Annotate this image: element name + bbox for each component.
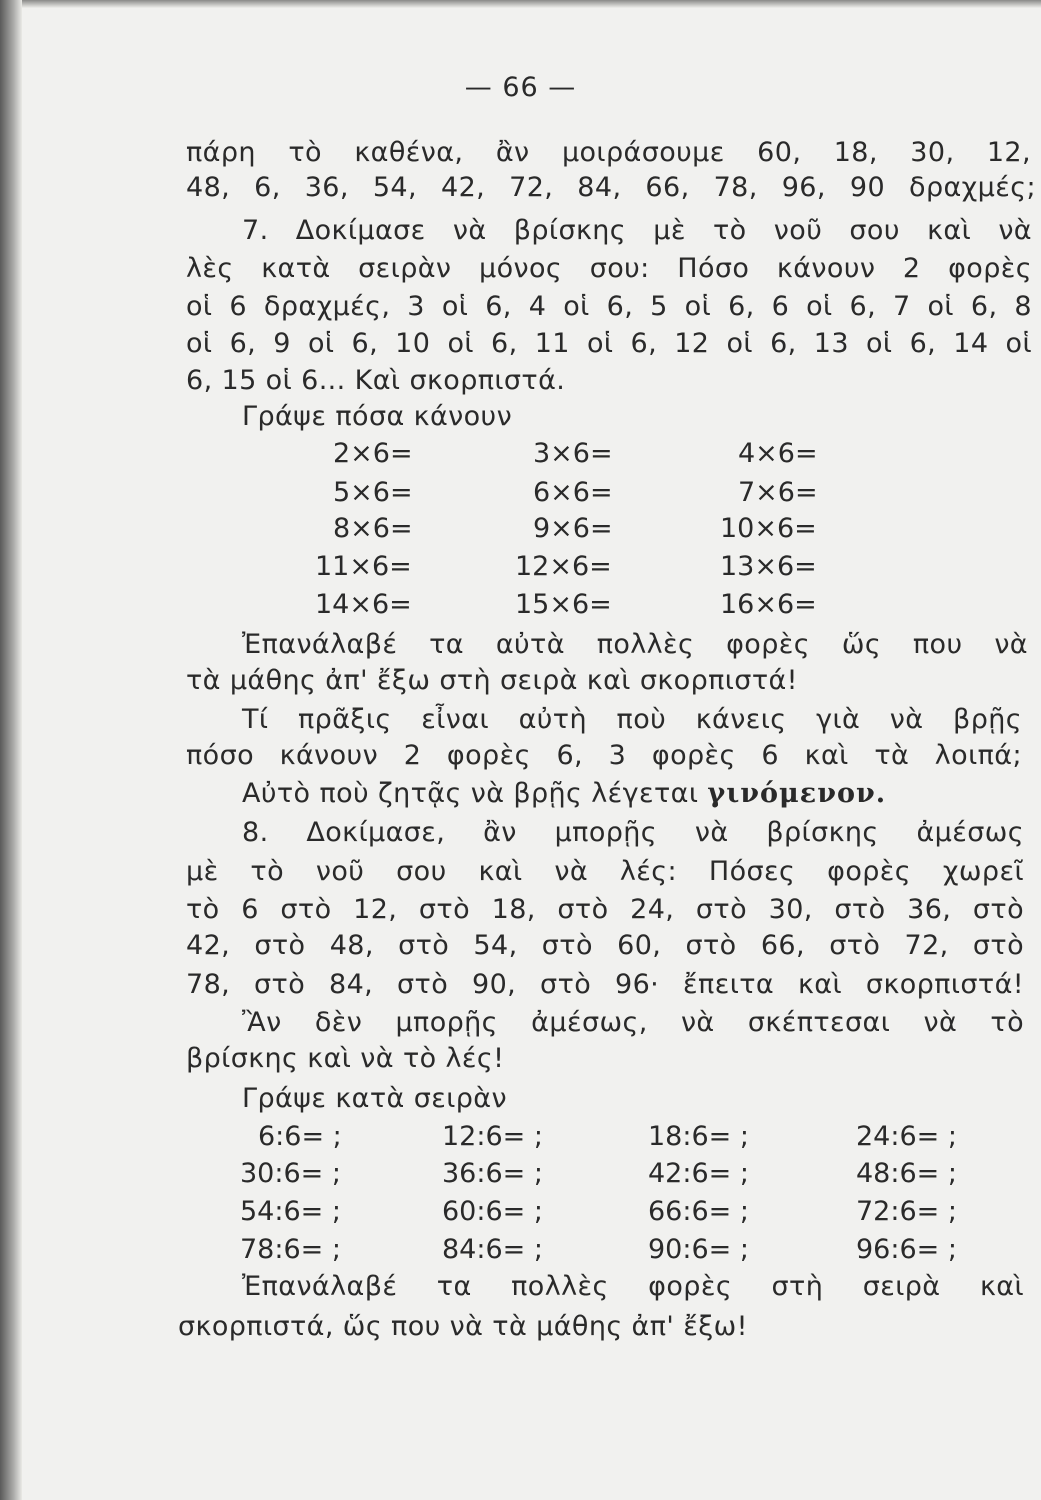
table-cell: 8×6= (333, 513, 413, 544)
text-line: πόσο κάνουν 2 φορὲς 6, 3 φορὲς 6 καὶ τὰ λοιπά; (186, 740, 1022, 771)
table-cell: 60:6= ; (442, 1196, 543, 1227)
table-cell: 78:6= ; (240, 1234, 341, 1265)
text-line: πάρη τὸ καθένα, ἂν μοιράσουμε 60, 18, 30, 12, (186, 137, 1031, 168)
text-line: 48, 6, 36, 54, 42, 72, 84, 66, 78, 96, 90 δραχμές; (186, 172, 1036, 203)
text-line (242, 777, 1032, 811)
text-line: Ἂν δὲν μπορῇς ἀμέσως, νὰ σκέπτεσαι νὰ τὸ (242, 1007, 1024, 1038)
table-cell: 42:6= ; (648, 1158, 749, 1189)
table-cell: 84:6= ; (442, 1234, 543, 1265)
table-cell: 90:6= ; (648, 1234, 749, 1265)
table-cell: 18:6= ; (648, 1121, 749, 1152)
table-cell: 96:6= ; (856, 1234, 957, 1265)
text-line: βρίσκης καὶ νὰ τὸ λές! (186, 1043, 505, 1074)
table-cell: 48:6= ; (856, 1158, 957, 1189)
table-cell: 24:6= ; (856, 1121, 957, 1152)
text-line: λὲς κατὰ σειρὰν μόνος σου: Πόσο κάνουν 2 φορὲς (186, 253, 1032, 284)
table-cell: 11×6= (315, 551, 412, 582)
table-cell: 9×6= (533, 513, 613, 544)
table-cell: 54:6= ; (240, 1196, 341, 1227)
table-cell: 12×6= (515, 551, 612, 582)
text-line: 42, στὸ 48, στὸ 54, στὸ 60, στὸ 66, στὸ 72, στὸ (186, 930, 1024, 961)
table-cell: 7×6= (738, 477, 818, 508)
text-line: 78, στὸ 84, στὸ 90, στὸ 96· ἔπειτα καὶ σκορπιστά! (186, 969, 1024, 1000)
text-line: 8. Δοκίμασε, ἂν μπορῇς νὰ βρίσκης ἀμέσως (242, 817, 1024, 848)
table-cell: 66:6= ; (648, 1196, 749, 1227)
table-cell: 5×6= (333, 477, 413, 508)
text-line: Τί πρᾶξις εἶναι αὐτὴ ποὺ κάνεις γιὰ νὰ βρῇς (242, 704, 1022, 735)
write-prompt: Γράψε πόσα κάνουν (242, 401, 513, 432)
page-number: — 66 — (464, 72, 577, 103)
text-line: 6, 15 οἱ 6... Καὶ σκορπιστά. (186, 365, 566, 396)
table-cell: 36:6= ; (442, 1158, 543, 1189)
table-cell: 12:6= ; (442, 1121, 543, 1152)
text-line: τὰ μάθης ἀπ' ἔξω στὴ σειρὰ καὶ σκορπιστά! (186, 665, 798, 696)
text-line: σκορπιστά, ὥς που νὰ τὰ μάθης ἀπ' ἔξω! (178, 1311, 748, 1342)
text-line: 7. Δοκίμασε νὰ βρίσκης μὲ τὸ νοῦ σου καὶ νὰ (242, 215, 1032, 246)
product-term: γινόμενον. (707, 778, 887, 809)
text-line: Ἐπανάλαβέ τα πολλὲς φορὲς στὴ σειρὰ καὶ (242, 1271, 1024, 1302)
table-cell: 2×6= (333, 438, 413, 469)
write-prompt: Γράψε κατὰ σειρὰν (242, 1083, 507, 1114)
table-cell: 30:6= ; (240, 1158, 341, 1189)
table-cell: 15×6= (515, 589, 612, 620)
table-cell: 6:6= ; (258, 1121, 342, 1152)
text-line: μὲ τὸ νοῦ σου καὶ νὰ λές: Πόσες φορὲς χωρεῖ (186, 856, 1024, 887)
text-line: οἱ 6, 9 οἱ 6, 10 οἱ 6, 11 οἱ 6, 12 οἱ 6, 13 οἱ 6, 14 οἱ (186, 328, 1032, 359)
text-line: τὸ 6 στὸ 12, στὸ 18, στὸ 24, στὸ 30, στὸ 36, στὸ (186, 894, 1024, 925)
table-cell: 6×6= (533, 477, 613, 508)
text-line: οἱ 6 δραχμές, 3 οἱ 6, 4 οἱ 6, 5 οἱ 6, 6 οἱ 6, 7 οἱ 6, 8 (186, 291, 1032, 322)
table-cell: 10×6= (720, 513, 817, 544)
product-sentence: Αὐτὸ ποὺ ζητᾷς νὰ βρῇς λέγεται (242, 778, 699, 809)
table-cell: 16×6= (720, 589, 817, 620)
table-cell: 14×6= (315, 589, 412, 620)
table-cell: 3×6= (533, 438, 613, 469)
table-cell: 72:6= ; (856, 1196, 957, 1227)
text-line: Ἐπανάλαβέ τα αὐτὰ πολλὲς φορὲς ὥς που νὰ (242, 629, 1028, 660)
table-cell: 4×6= (738, 438, 818, 469)
table-cell: 13×6= (720, 551, 817, 582)
